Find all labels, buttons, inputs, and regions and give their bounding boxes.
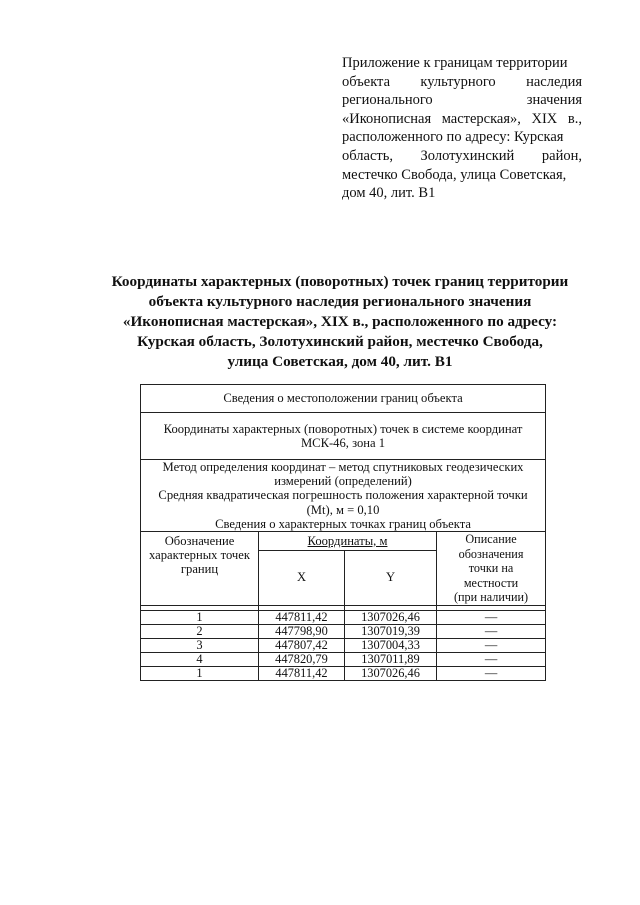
description-header (437, 532, 546, 606)
table-row (141, 610, 546, 624)
description-cell: — (437, 610, 546, 624)
title-line: Курская область, Золотухинский район, местечко Свобода, (137, 333, 543, 350)
x-cell: 447807,42 (259, 638, 345, 652)
annex-word: культурного (420, 73, 496, 90)
table-section-title: Сведения о местоположении границ объекта (141, 385, 546, 413)
method-line: измерений (определений) (274, 474, 412, 489)
coordinate-system-line: Координаты характерных (поворотных) точек в системе координат (163, 421, 523, 436)
point-cell: 4 (141, 652, 259, 666)
method-cell (141, 460, 546, 532)
annex-line (342, 73, 582, 92)
method-line: Средняя квадратическая погрешность положения характерной точки (158, 488, 528, 503)
y-cell: 1307026,46 (345, 666, 437, 680)
description-header-line: Описание (465, 532, 517, 547)
annex-word: мастерская», (441, 110, 521, 127)
description-cell: — (437, 624, 546, 638)
table-row (141, 638, 546, 652)
y-cell: 1307019,39 (345, 624, 437, 638)
y-cell: 1307004,33 (345, 638, 437, 652)
coordinates-table (140, 384, 546, 681)
annex-word: Золотухинский (420, 147, 515, 164)
title-line: «Иконописная мастерская», XIX в., расположенного по адресу: (122, 313, 558, 330)
coords-header (259, 532, 437, 551)
description-header-line: местности (463, 575, 519, 590)
point-cell: 2 (141, 624, 259, 638)
annex-word: район, (541, 147, 582, 164)
method-line: (Mt), м = 0,10 (306, 502, 380, 517)
method-line: Метод определения координат – метод спутниковых геодезических (162, 460, 524, 474)
title-line: объекта культурного наследия регионального значения (148, 293, 532, 310)
y-cell: 1307011,89 (345, 652, 437, 666)
method-line: Сведения о характерных точках границ объекта (215, 516, 471, 531)
description-header-line: обозначения (458, 546, 524, 561)
table-row (141, 666, 546, 680)
table-row (141, 624, 546, 638)
annex-line: расположенного по адресу: Курская (342, 129, 564, 146)
annex-word: регионального (342, 92, 433, 109)
x-cell: 447820,79 (259, 652, 345, 666)
description-cell: — (437, 652, 546, 666)
coordinate-system-line: МСК-46, зона 1 (300, 436, 386, 450)
annex-word: «Иконописная (342, 110, 432, 127)
table-row (141, 652, 546, 666)
annex-word: наследия (526, 73, 582, 90)
point-cell: 1 (141, 610, 259, 624)
annex-word: значения (526, 92, 582, 109)
description-header-line: (при наличии) (453, 590, 529, 605)
x-cell: 447811,42 (259, 610, 345, 624)
annex-word: область, (342, 147, 393, 164)
document-title (90, 272, 590, 372)
description-cell: — (437, 638, 546, 652)
title-line: улица Советская, дом 40, лит. В1 (227, 353, 453, 370)
annex-line (342, 91, 582, 110)
annex-line: дом 40, лит. В1 (342, 185, 436, 202)
title-line: Координаты характерных (поворотных) точек границ территории (111, 273, 569, 290)
annex-word: XIX (531, 110, 558, 127)
annex-header (342, 54, 582, 203)
annex-line: Приложение к границам территории (342, 55, 568, 71)
point-cell: 3 (141, 638, 259, 652)
annex-word: объекта (342, 73, 391, 90)
annex-word: в., (567, 110, 582, 127)
annex-line: местечко Свобода, улица Советская, (342, 166, 567, 183)
annex-line (342, 110, 582, 129)
annex-line (342, 147, 582, 166)
x-cell: 447798,90 (259, 624, 345, 638)
coordinate-system-cell (141, 413, 546, 460)
y-cell: 1307026,46 (345, 610, 437, 624)
description-header-line: точки на (468, 561, 514, 576)
point-header: Обозначение характерных точек границ (141, 532, 259, 606)
coords-header-label: Координаты, м (307, 533, 388, 548)
y-header: Y (345, 550, 437, 605)
x-header: X (259, 550, 345, 605)
x-cell: 447811,42 (259, 666, 345, 680)
description-cell: — (437, 666, 546, 680)
point-cell: 1 (141, 666, 259, 680)
